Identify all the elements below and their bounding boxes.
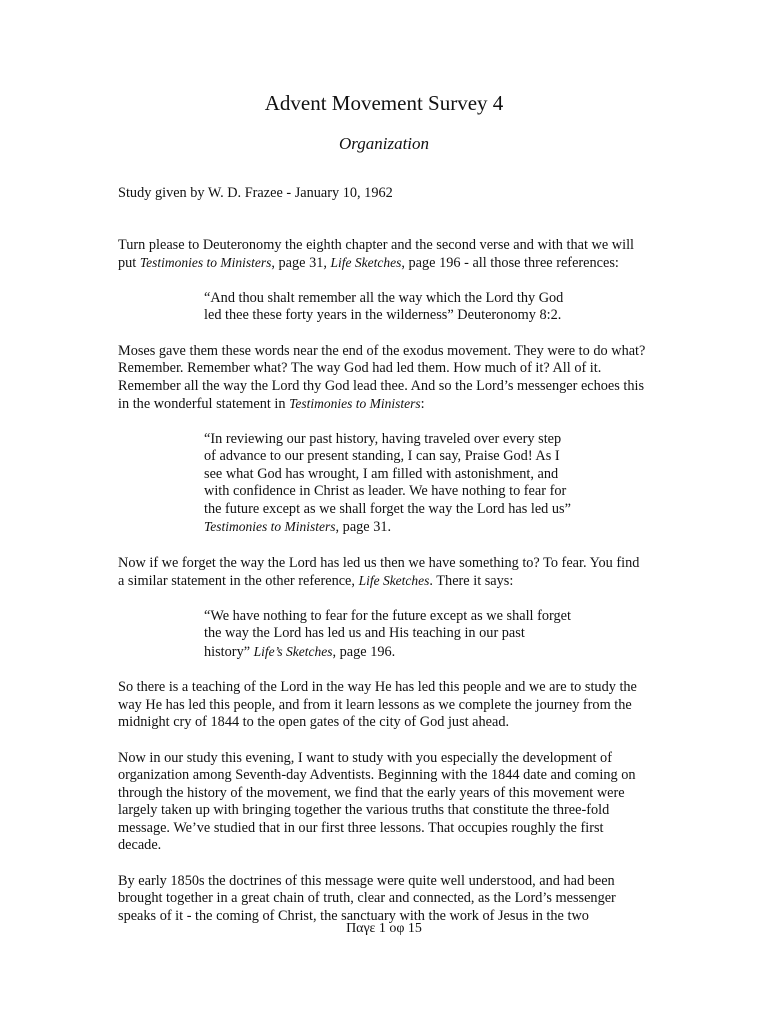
paragraph-1-text-a: Turn please to Deuteronomy the eighth chapter and the second verse and with that we will put (118, 236, 635, 271)
document-title: Advent Movement Survey 4 (264, 91, 504, 115)
paragraph-2 (118, 343, 648, 414)
quote-3-text-a: “We have nothing to fear for the future except as we shall forget the way the Lord has led us and His teaching in our past history” (204, 607, 571, 660)
quote-3 (204, 608, 574, 662)
paragraph-2-text-c: : (420, 396, 425, 412)
book-reference: Testimonies to Ministers (204, 519, 336, 534)
book-reference: Life Sketches (330, 255, 402, 270)
byline: Study given by W. D. Frazee - January 10, 1962 (118, 185, 393, 201)
paragraph-6: By early 1850s the doctrines of this message were quite well understood, and had been brought together in a great chain of truth, clear and connected, as the Lord’s messenger speaks of it - the coming of Christ, the sanctuary with the work of Jesus in the two (118, 872, 616, 924)
book-reference: Life’s Sketches (253, 643, 333, 659)
paragraph-1-text-c: , page 31, (271, 255, 331, 271)
paragraph-3-text-a: Now if we forget the way the Lord has led us then we have something to? To fear. You find a similar statement in the other reference, (118, 554, 640, 589)
paragraph-3 (118, 555, 648, 591)
paragraph-5: Now in our study this evening, I want to study with you especially the development of organization among Seventh-day Adventists. Beginning with the 1844 date and coming on through the history of the movement, we find that the early years of this movement were largely taken up with bringing together the various truths that constitute the three-fold message. We’ve studied that in our first three lessons. That occupies roughly the first decade. (118, 749, 636, 853)
paragraph-1-text-e: , page 196 - all those three references: (401, 255, 619, 271)
quote-2 (204, 431, 574, 537)
book-reference: Testimonies to Ministers (289, 396, 421, 411)
document-body (118, 185, 648, 925)
paragraph-1 (118, 237, 648, 273)
paragraph-3-text-c: . There it says: (429, 573, 514, 589)
paragraph-4: So there is a teaching of the Lord in the way He has led this people and we are to study the way He has led this people, and from it learn lessons as we complete the journey from the midnight cry of 1844 to the open gates of the city of God just ahead. (118, 679, 637, 730)
book-reference: Life Sketches (358, 573, 430, 588)
page-footer: Παγε 1 οφ 15 (346, 921, 422, 936)
quote-1: “And thou shalt remember all the way which the Lord thy God led thee these forty years in the wilderness” Deuteronomy 8:2. (204, 289, 564, 323)
quote-2-text-a: “In reviewing our past history, having traveled over every step of advance to our present standing, I can say, Praise God! As I see what God has wrought, I am filled with astonishment, and with confidence in Christ as leader. We have nothing to fear for the future except as we shall forget the way the Lord has led us” (204, 430, 571, 517)
book-reference: Testimonies to Ministers (139, 255, 272, 270)
document-subtitle: Organization (338, 134, 430, 153)
quote-3-text-c: , page 196. (332, 643, 396, 660)
paragraph-2-text-a: Moses gave them these words near the end of the exodus movement. They were to do what? Remember. Remember what? The way God had led them. How much of it? All of it. Remember all the way the Lord thy God lead thee. And so the Lord’s messenger echoes this in the wonderful statement in (118, 342, 646, 412)
quote-2-text-c: , page 31. (335, 519, 392, 535)
